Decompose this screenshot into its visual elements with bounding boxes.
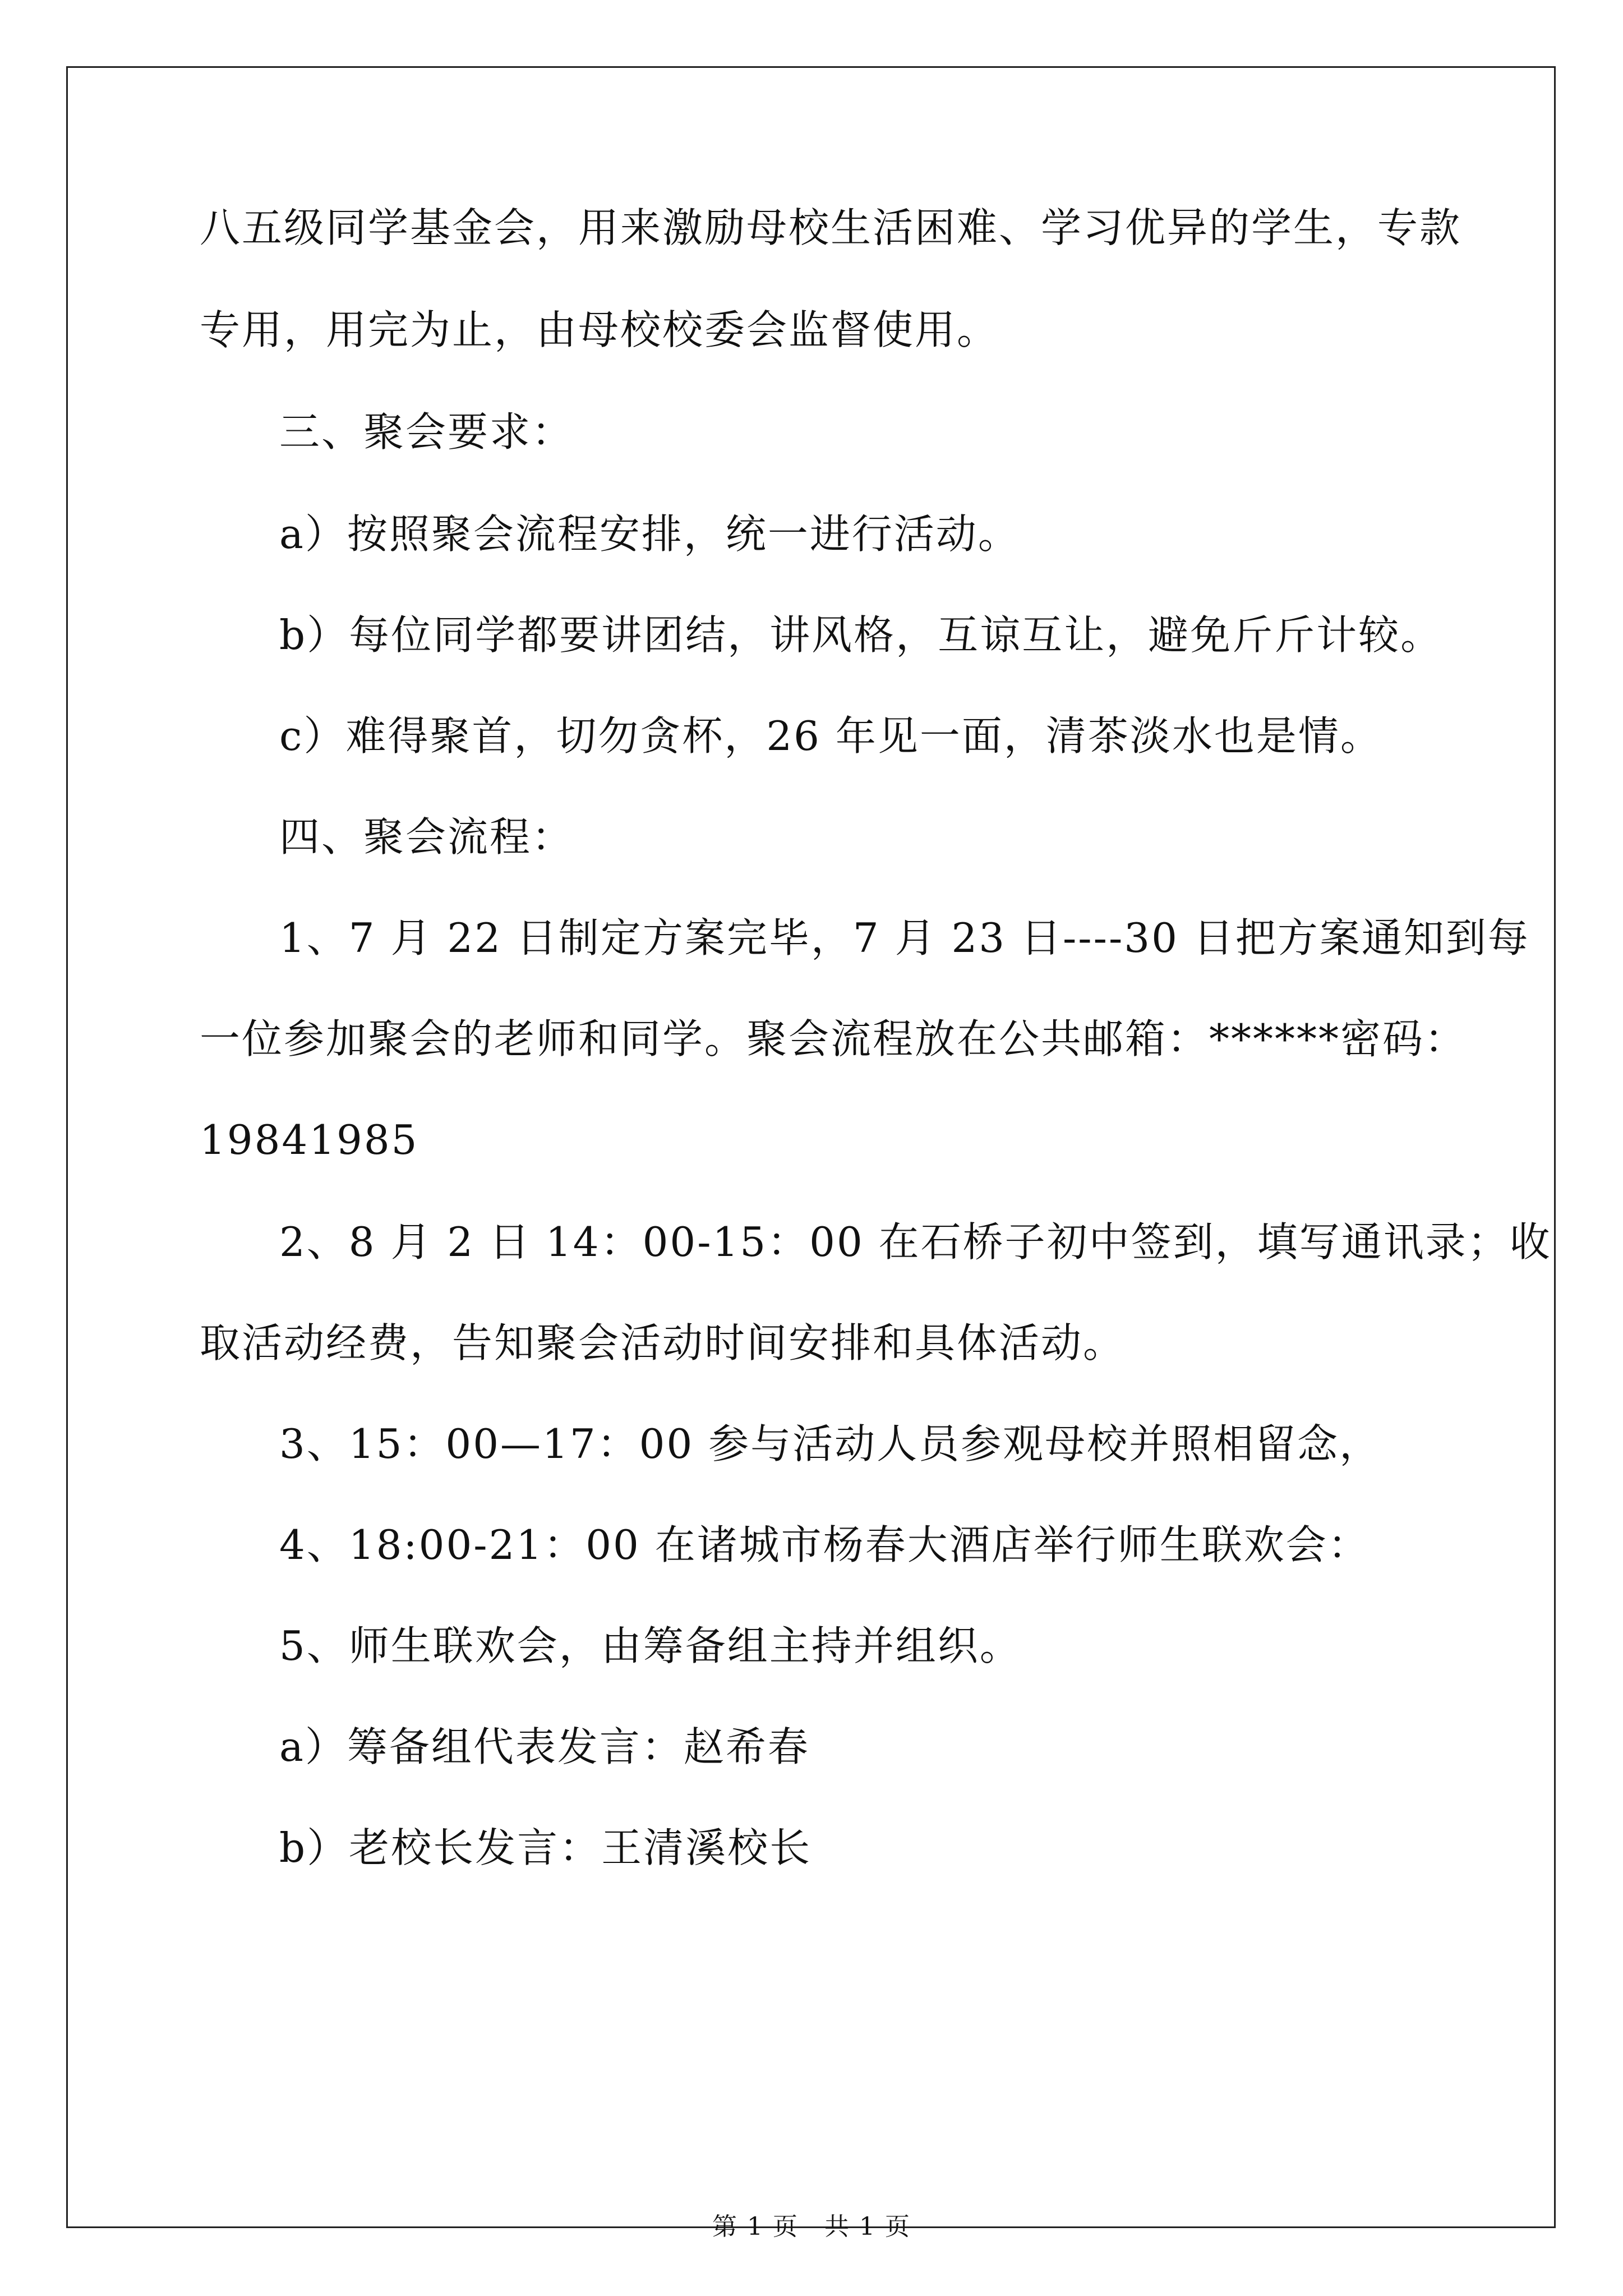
page-number-footer: 第 1 页 共 1 页	[712, 2212, 911, 2241]
body-line: 3、15：00—17：00 参与活动人员参观母校并照相留念，	[279, 1420, 1382, 1467]
body-line: 八五级同学基金会，用来激励母校生活困难、学习优异的学生，专款	[200, 204, 1462, 251]
body-line: a）筹备组代表发言：赵希春	[279, 1723, 810, 1770]
body-line: 取活动经费，告知聚会活动时间安排和具体活动。	[200, 1319, 1126, 1366]
body-line: b）每位同学都要讲团结，讲风格，互谅互让，避免斤斤计较。	[279, 611, 1443, 659]
body-line: 4、18:00-21：00 在诸城市杨春大酒店举行师生联欢会：	[279, 1521, 1370, 1568]
body-line: a）按照聚会流程安排，统一进行活动。	[279, 510, 1020, 558]
section-heading: 三、聚会要求：	[279, 408, 574, 455]
body-line: 5、师生联欢会，由筹备组主持并组织。	[279, 1622, 1022, 1669]
body-line: 专用，用完为止，由母校校委会监督使用。	[200, 306, 999, 353]
section-heading: 四、聚会流程：	[279, 813, 574, 861]
body-line: 19841985	[200, 1116, 419, 1163]
body-line: c）难得聚首，切勿贪杯，26 年见一面，清茶淡水也是情。	[279, 712, 1382, 760]
body-line: b）老校长发言：王清溪校长	[279, 1824, 812, 1871]
body-line: 一位参加聚会的老师和同学。聚会流程放在公共邮箱：******密码：	[200, 1015, 1467, 1062]
body-line: 1、7 月 22 日制定方案完毕，7 月 23 日----30 日把方案通知到每	[279, 914, 1530, 961]
body-line: 2、8 月 2 日 14：00-15：00 在石桥子初中签到，填写通讯录；收	[279, 1218, 1552, 1266]
